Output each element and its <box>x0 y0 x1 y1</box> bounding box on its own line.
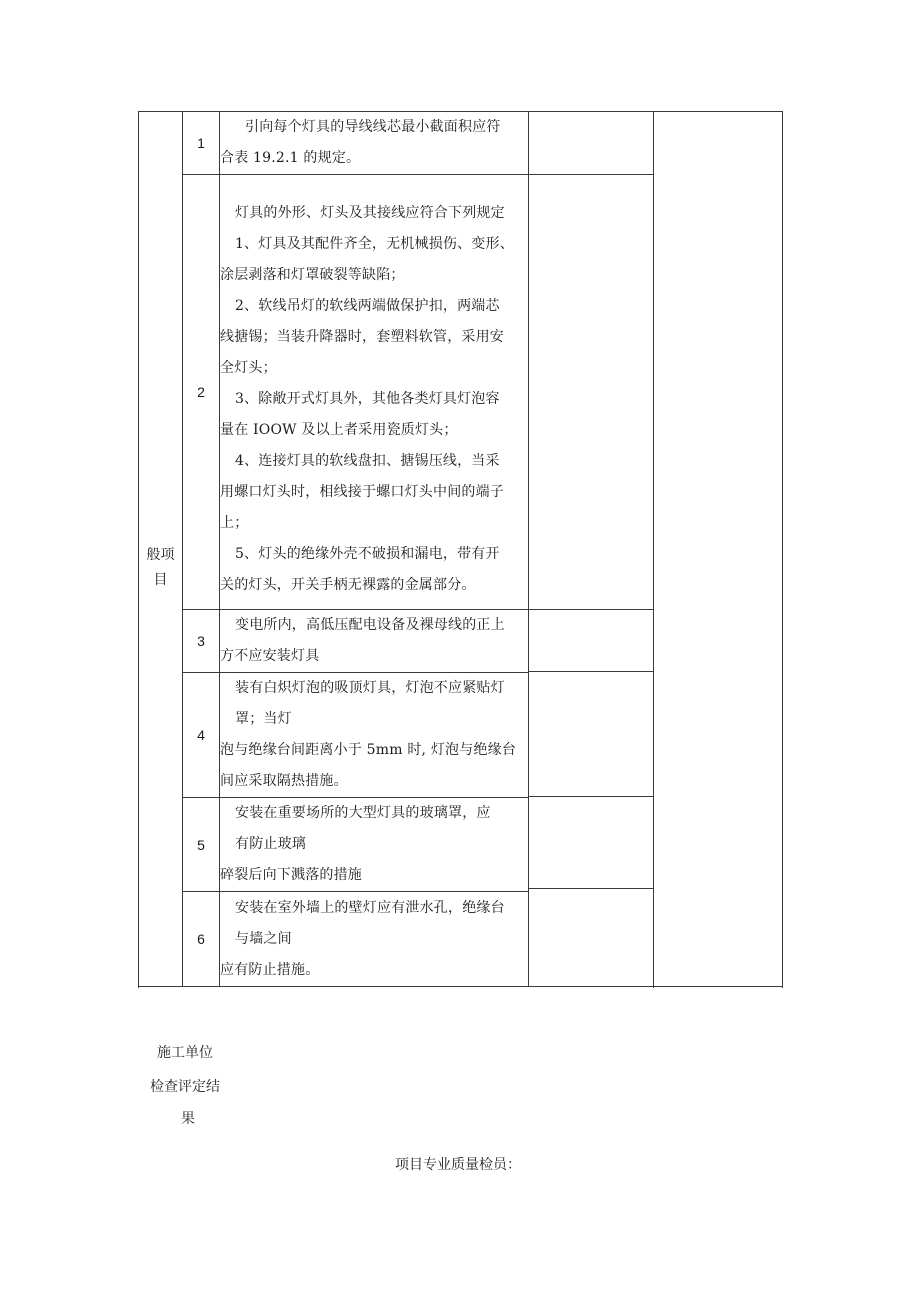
requirement-cell: 变电所内，高低压配电设备及裸母线的正上 方不应安装灯具 <box>220 610 529 673</box>
evaluation-result-label-end: 果 <box>181 1111 195 1127</box>
requirement-cell: 安装在室外墙上的壁灯应有泄水孔，绝缘台 与墙之间 应有防止措施。 <box>220 892 529 987</box>
category-label: 般项 目 <box>146 547 175 588</box>
quality-inspector-label: 项目专业质量检员： <box>395 1157 521 1173</box>
item-number: 3 <box>183 610 220 673</box>
category-cell <box>139 112 183 987</box>
inspection-table <box>138 111 782 983</box>
lighting-requirements-table <box>138 111 783 987</box>
table-row <box>139 112 783 175</box>
requirement-cell: 灯具的外形、灯头及其接线应符合下列规定 1、灯具及其配件齐全，无机械损伤、变形、 涂层剥落和灯罩破裂等缺陷； 2、软线吊灯的软线两端做保护扣，两端芯 线搪锡；当装升降器时，套塑料软管，采用安 全灯头； 3、除敞开式灯具外，其他各类灯具灯泡容 量在 IOOW 及以上者采用瓷质灯头； 4、连接灯具的软线盘扣、搪锡压线，当采 用螺口灯头时，相线接于螺口灯头中间的端子 上； 5、灯头的绝缘外壳不破损和漏电，带有开 关的灯头，开关手柄无裸露的金属部分。 <box>220 175 529 610</box>
requirement-cell: 安装在重要场所的大型灯具的玻璃罩，应 有防止玻璃 碎裂后向下溅落的措施 <box>220 798 529 892</box>
remarks-cell[interactable] <box>654 112 783 987</box>
item-number: 1 <box>183 112 220 175</box>
item-number: 2 <box>183 175 220 610</box>
item-number: 4 <box>183 673 220 798</box>
item-number: 5 <box>183 798 220 892</box>
requirement-cell: 装有白炽灯泡的吸顶灯具，灯泡不应紧贴灯 罩；当灯 泡与绝缘台间距离小于 5mm 时, 灯泡与绝缘台 间应采取隔热措施。 <box>220 673 529 798</box>
item-number: 6 <box>183 892 220 987</box>
evaluation-result-label: 检查评定结 <box>150 1079 220 1095</box>
requirement-cell: 引向每个灯具的导线线芯最小截面积应符 合表 19.2.1 的规定。 <box>220 112 529 175</box>
check-result-cell[interactable] <box>529 112 654 987</box>
construction-unit-label: 施工单位 <box>157 1045 213 1061</box>
